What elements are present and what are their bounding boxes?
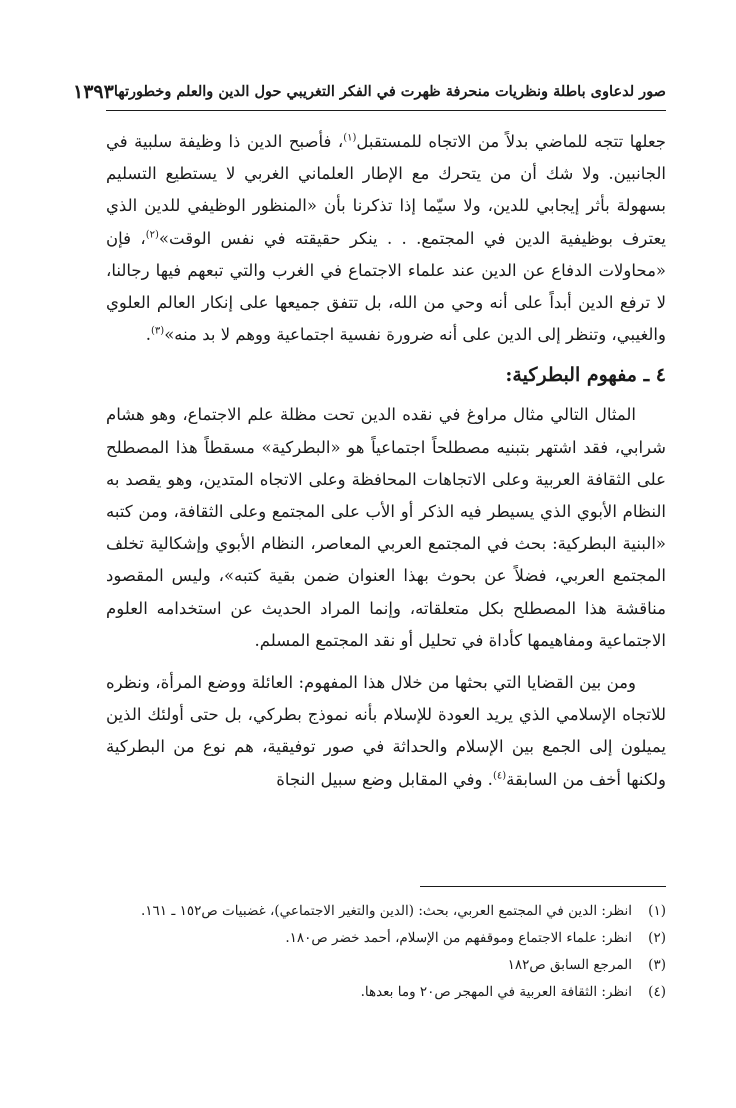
- footnotes: [106, 898, 666, 1006]
- footnote-text: انظر: الثقافة العربية في المهجر ص٢٠ وما بعدها.: [360, 984, 632, 1000]
- paragraph-1: [106, 126, 666, 351]
- footnote-number: (١): [648, 903, 666, 919]
- footnote-number: (٤): [648, 984, 666, 1000]
- paragraph-text: ومن بين القضايا التي بحثها من خلال هذا المفهوم: العائلة ووضع المرأة، ونظره للاتجاه الإسلامي الذي يريد العودة للإسلام بأنه نموذج بطركي، بل حتى أولئك الذين يميلون إلى الجمع بين الإسلام والحداثة في صور توفيقية، هم نوع من البطركية ولكنها أخف من السابقة: [106, 673, 666, 789]
- paragraph-text: . وفي المقابل وضع سبيل النجاة: [276, 769, 493, 789]
- page-number: ١٣٩٣: [73, 81, 114, 103]
- footnote-item: [106, 925, 666, 952]
- footnote-ref-3: (٣): [151, 325, 165, 337]
- footnote-ref-2: (٢): [145, 229, 159, 241]
- paragraph-text: جعلها تتجه للماضي بدلاً من الاتجاه للمستقبل: [356, 132, 666, 151]
- running-title: صور لدعاوى باطلة ونظريات منحرفة ظهرت في الفكر التغريبي حول الدين والعلم وخطورتها: [113, 83, 666, 100]
- footnote-ref-1: (١): [343, 132, 357, 144]
- paragraph-3: [106, 667, 666, 796]
- footnote-ref-4: (٤): [492, 770, 507, 782]
- footnote-text: انظر: علماء الاجتماع وموقفهم من الإسلام، أحمد خضر ص١٨٠.: [285, 930, 632, 946]
- footnote-text: المرجع السابق ص١٨٢: [507, 957, 632, 973]
- header-divider: [106, 110, 666, 111]
- footnote-item: [106, 898, 666, 925]
- footnote-item: [106, 979, 666, 1006]
- paragraph-text: ، فإن «محاولات الدفاع عن الدين عند علماء الاجتماع في الغرب والتي تبعهم فيها رجالنا، لا ترفع الدين أبداً على أنه وحي من الله، بل تتفق جميعها على إنكار العالم العلوي والغيبي، وتنظر إلى الدين على أنه ضرورة نفسية اجتماعية ووهم لا بد منه»: [106, 228, 666, 345]
- footnote-number: (٢): [648, 930, 666, 946]
- paragraph-text: ، فأصبح الدين ذا وظيفة سلبية في الجانبين. ولا شك أن من يتحرك مع الإطار العلماني الغربي لا يستطيع التسليم بسهولة بأثر إيجابي للدين، ولا سيّما إذا تذكرنا بأن «المنظور الوظيفي للدين الذي يعترف بوظيفية الدين في المجتمع. . . ينكر حقيقته في نفس الوقت»: [106, 132, 667, 248]
- paragraph-text: .: [145, 325, 152, 345]
- footnote-text: انظر: الدين في المجتمع العربي، بحث: (الدين والتغير الاجتماعي)، غضبيات ص١٥٢ ـ ١٦١.: [141, 903, 632, 919]
- main-text: [106, 126, 666, 796]
- footnote-item: [106, 952, 666, 979]
- footnote-number: (٣): [648, 957, 666, 973]
- footnote-divider: [420, 886, 666, 887]
- section-heading: ٤ ـ مفهوم البطركية:: [505, 364, 666, 387]
- paragraph-2: المثال التالي مثال مراوغ في نقده الدين تحت مظلة علم الاجتماع، وهو هشام شرابي، فقد اشتهر بتبنيه مصطلحاً اجتماعياً هو «البطركية» مسقطاً هذا المصطلح على الثقافة العربية وعلى الاتجاهات المحافظة وعلى الاتجاه المتدين، وهو يقصد به النظام الأبوي الذي يسيطر فيه الذكر أو الأب على المجتمع وعلى الثقافة، ومن كتبه «البنية البطركية: بحث في المجتمع العربي المعاصر، النظام الأبوي وإشكالية تخلف المجتمع العربي، فضلاً عن بحوث بهذا العنوان ضمن بقية كتبه»، وليس المقصود مناقشة هذا المصطلح بكل متعلقاته، وإنما المراد الحديث عن استخدامه العلوم الاجتماعية ومفاهيمها كأداة في تحليل أو نقد المجتمع المسلم.: [106, 405, 666, 650]
